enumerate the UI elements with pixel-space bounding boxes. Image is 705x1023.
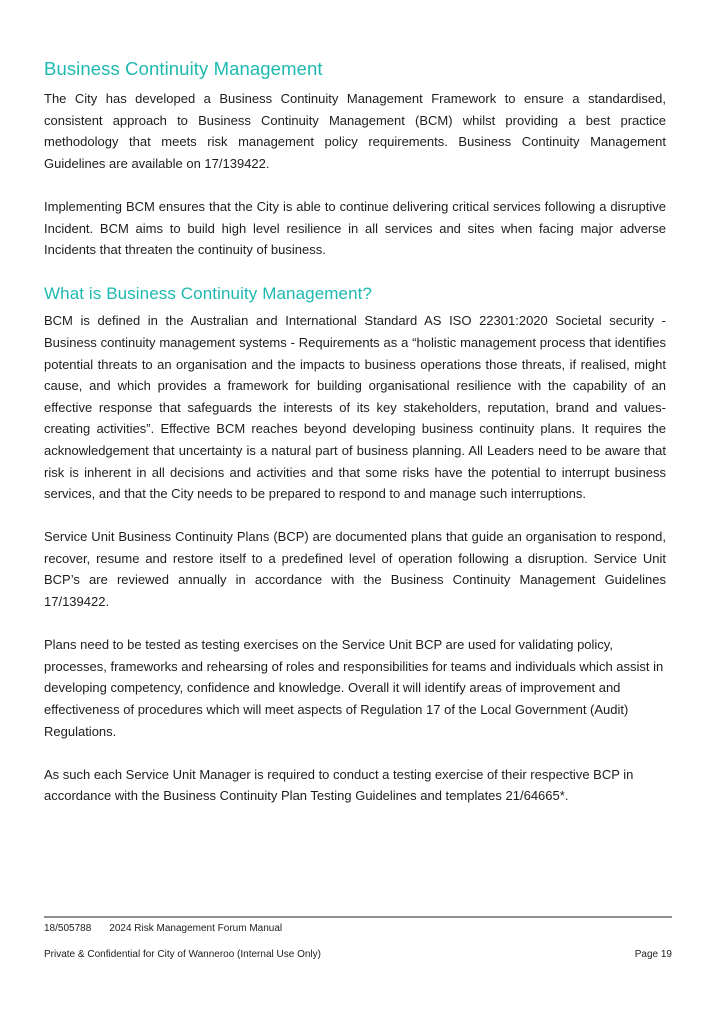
footer-confidentiality-note: Private & Confidential for City of Wanneroo (Internal Use Only) xyxy=(44,949,321,960)
document-content xyxy=(44,0,666,829)
section-heading-business-continuity-management: Business Continuity Management xyxy=(44,58,323,79)
footer-doc-ref: 18/505788 xyxy=(44,923,92,934)
body-paragraph: Plans need to be tested as testing exercises on the Service Unit BCP are used for validating policy, processes, frameworks and rehearsing of roles and responsibilities for teams and individuals which assist in developing competency, confidence and knowledge. Overall it will identify areas of improvement and effectiveness of procedures which will meet aspects of Regulation 17 of the Local Government (Audit) Regulations. xyxy=(44,637,664,739)
footer-divider xyxy=(44,916,672,918)
body-paragraph: Implementing BCM ensures that the City is able to continue delivering critical services following a disruptive Incident. BCM aims to build high level resilience in all services and sites when facing major adverse Incidents that threaten the continuity of business. xyxy=(44,198,666,258)
body-paragraph: BCM is defined in the Australian and International Standard AS ISO 22301:2020 Societal security - Business continuity management systems - Requirements as a “holistic management process that identifies potential threats to an organisation and the impacts to business operations those threats, if realised, might cause, and which provides a framework for building organisational resilience with the capability of an effective response that safeguards the interests of its key stakeholders, reputation, brand and values-creating activities”. Effective BCM reaches beyond developing business continuity plans. It requires the acknowledgement that uncertainty is a natural part of business planning. All Leaders need to be aware that risk is inherent in all decisions and activities and that some risks have the potential to interrupt business services, and that the City needs to be prepared to respond to and manage such interruptions. xyxy=(44,313,666,502)
footer-page-number: Page 19 xyxy=(634,949,672,960)
body-paragraph: As such each Service Unit Manager is required to conduct a testing exercise of their respective BCP in accordance with the Business Continuity Plan Testing Guidelines and templates 21/64665*. xyxy=(44,766,634,804)
section-heading-what-is-bcm: What is Business Continuity Management? xyxy=(44,284,373,304)
footer-meta xyxy=(44,948,672,961)
page-footer xyxy=(44,916,672,961)
body-paragraph: The City has developed a Business Continuity Management Framework to ensure a standardised, consistent approach to Business Continuity Management (BCM) whilst providing a best practice methodology that meets risk management policy requirements. Business Continuity Management Guidelines are available on 17/139422. xyxy=(44,91,666,171)
footer-document-info xyxy=(44,922,672,935)
footer-doc-title: 2024 Risk Management Forum Manual xyxy=(109,923,283,934)
body-paragraph: Service Unit Business Continuity Plans (BCP) are documented plans that guide an organisation to respond, recover, resume and restore itself to a predefined level of operation following a disruption. Service Unit BCP’s are reviewed annually in accordance with the Business Continuity Management Guidelines 17/139422. xyxy=(44,529,666,610)
